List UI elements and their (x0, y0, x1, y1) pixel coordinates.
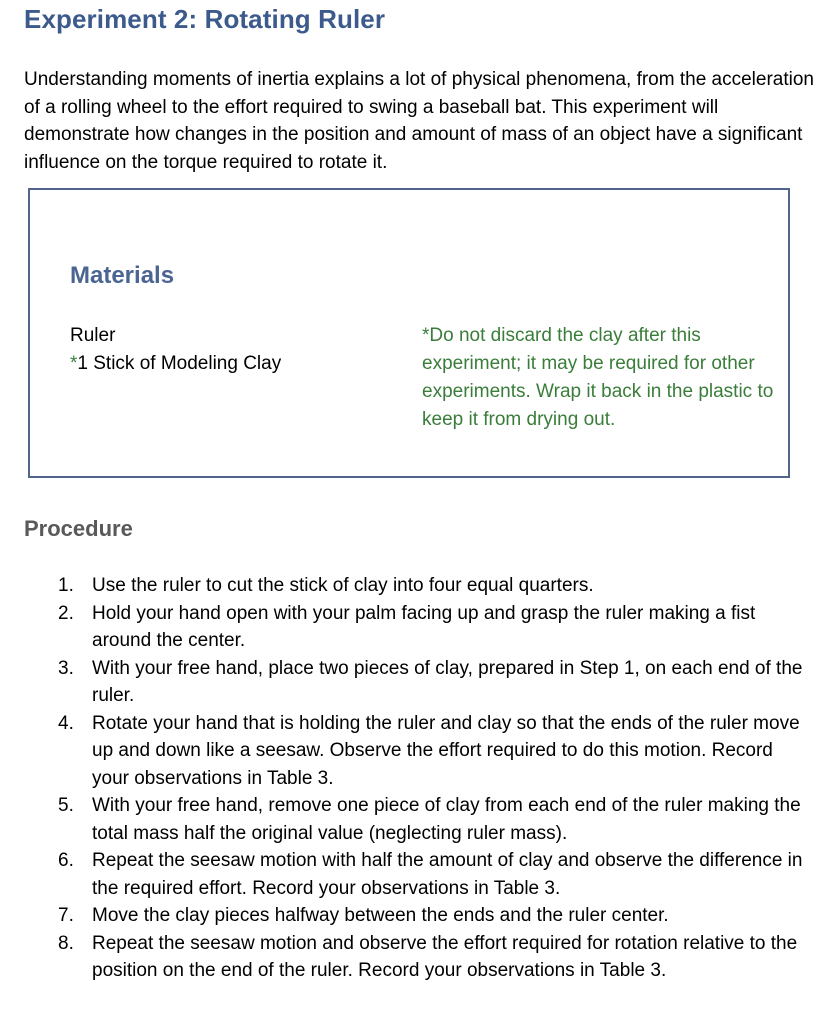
step-text: Repeat the seesaw motion with half the amount of clay and observe the difference in the required effort. Record your observations in Table 3. (92, 850, 803, 899)
step-text: Use the ruler to cut the stick of clay into four equal quarters. (92, 575, 594, 596)
procedure-steps (52, 572, 812, 985)
step-number: 4. (58, 712, 74, 734)
materials-list (70, 322, 281, 378)
procedure-step (52, 710, 812, 793)
material-text: 1 Stick of Modeling Clay (77, 353, 282, 374)
step-number: 6. (58, 850, 74, 871)
material-item (70, 322, 281, 350)
procedure-step (52, 792, 812, 847)
material-star: * (70, 353, 78, 374)
step-number: 2. (58, 602, 74, 624)
procedure-step (52, 600, 812, 655)
procedure-step (52, 847, 812, 902)
procedure-step (52, 572, 812, 600)
step-text: Repeat the seesaw motion and observe the effort required for rotation relative to the position on the end of the ruler. Record your observations in Table 3. (92, 932, 798, 981)
step-number: 1. (58, 575, 74, 596)
procedure-step (52, 655, 812, 710)
step-number: 3. (58, 657, 74, 679)
step-number: 5. (58, 795, 74, 816)
intro-paragraph: Understanding moments of inertia explains a lot of physical phenomena, from the acceleration of a rolling wheel to the effort required to swing a baseball bat. This experiment will demonstrate how changes in the position and amount of mass of an object have a significant influence on the torque required to rotate it. (24, 69, 814, 173)
step-number: 7. (58, 905, 74, 926)
materials-note: *Do not discard the clay after this experiment; it may be required for other experiments. Wrap it back in the plastic to keep it from drying out. (422, 325, 774, 430)
materials-title: Materials (70, 262, 175, 289)
material-text: Ruler (70, 325, 116, 346)
procedure-step (52, 902, 812, 930)
materials-box (28, 188, 790, 478)
material-item (70, 350, 281, 378)
page-title: Experiment 2: Rotating Ruler (24, 4, 386, 34)
step-text: Hold your hand open with your palm facing up and grasp the ruler making a fist around the center. (92, 602, 756, 651)
procedure-title: Procedure (24, 516, 133, 541)
step-text: With your free hand, place two pieces of clay, prepared in Step 1, on each end of the ruler. (92, 657, 803, 706)
procedure-step (52, 930, 812, 985)
step-text: With your free hand, remove one piece of clay from each end of the ruler making the total mass half the original value (neglecting ruler mass). (92, 795, 801, 844)
step-text: Move the clay pieces halfway between the ends and the ruler center. (92, 905, 669, 926)
step-number: 8. (58, 932, 74, 954)
step-text: Rotate your hand that is holding the ruler and clay so that the ends of the ruler move up and down like a seesaw. Observe the effort required to do this motion. Record your observations in Table 3. (92, 712, 800, 789)
